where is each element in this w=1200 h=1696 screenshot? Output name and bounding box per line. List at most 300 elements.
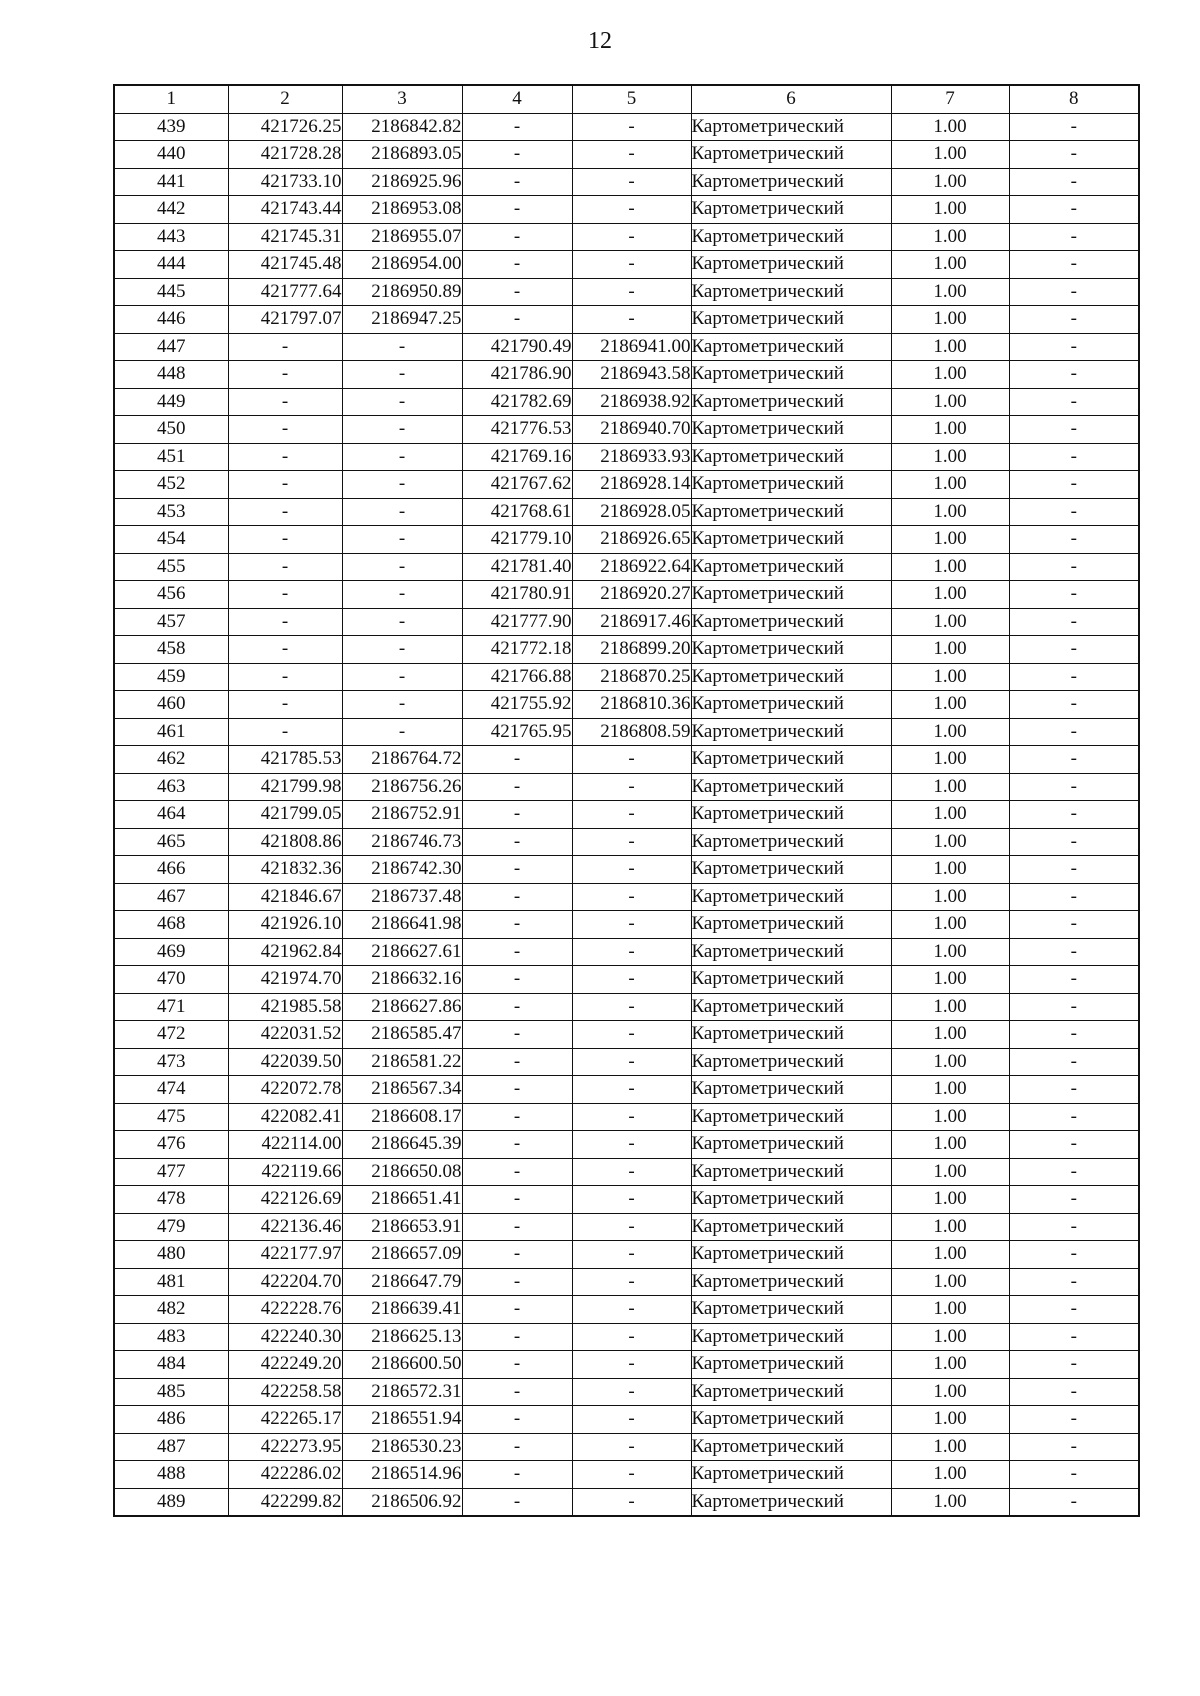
- new-coord-y-cell: -: [572, 1488, 691, 1516]
- new-coord-x-cell: -: [462, 828, 572, 856]
- coord-x-cell: 422114.00: [228, 1131, 342, 1159]
- point-number-cell: 458: [114, 636, 228, 664]
- coord-y-cell: 2186653.91: [342, 1213, 462, 1241]
- method-cell: Картометрический: [691, 581, 891, 609]
- accuracy-cell: 1.00: [891, 498, 1009, 526]
- table-row: [114, 911, 1139, 939]
- accuracy-cell: 1.00: [891, 1268, 1009, 1296]
- accuracy-cell: 1.00: [891, 1213, 1009, 1241]
- table-row: [114, 1351, 1139, 1379]
- method-cell: Картометрический: [691, 526, 891, 554]
- method-cell: Картометрический: [691, 1048, 891, 1076]
- new-coord-x-cell: -: [462, 1351, 572, 1379]
- new-coord-y-cell: -: [572, 1076, 691, 1104]
- new-coord-y-cell: -: [572, 1296, 691, 1324]
- point-number-cell: 473: [114, 1048, 228, 1076]
- coord-x-cell: 421926.10: [228, 911, 342, 939]
- page-number: 12: [588, 28, 612, 54]
- description-cell: -: [1009, 1323, 1139, 1351]
- table-row: [114, 966, 1139, 994]
- method-cell: Картометрический: [691, 1433, 891, 1461]
- accuracy-cell: 1.00: [891, 828, 1009, 856]
- coord-y-cell: 2186581.22: [342, 1048, 462, 1076]
- table-row: [114, 1021, 1139, 1049]
- new-coord-y-cell: -: [572, 746, 691, 774]
- point-number-cell: 445: [114, 278, 228, 306]
- point-number-cell: 443: [114, 223, 228, 251]
- column-header: 2: [228, 85, 342, 113]
- new-coord-x-cell: -: [462, 1488, 572, 1516]
- new-coord-x-cell: -: [462, 1268, 572, 1296]
- new-coord-y-cell: -: [572, 168, 691, 196]
- new-coord-x-cell: -: [462, 1241, 572, 1269]
- method-cell: Картометрический: [691, 1131, 891, 1159]
- new-coord-x-cell: -: [462, 223, 572, 251]
- description-cell: -: [1009, 388, 1139, 416]
- method-cell: Картометрический: [691, 608, 891, 636]
- coord-x-cell: 421985.58: [228, 993, 342, 1021]
- new-coord-y-cell: -: [572, 883, 691, 911]
- coord-x-cell: -: [228, 608, 342, 636]
- point-number-cell: 446: [114, 306, 228, 334]
- coord-y-cell: -: [342, 333, 462, 361]
- table-row: [114, 553, 1139, 581]
- coord-y-cell: 2186742.30: [342, 856, 462, 884]
- point-number-cell: 440: [114, 141, 228, 169]
- new-coord-y-cell: 2186922.64: [572, 553, 691, 581]
- description-cell: -: [1009, 966, 1139, 994]
- point-number-cell: 448: [114, 361, 228, 389]
- coord-y-cell: 2186639.41: [342, 1296, 462, 1324]
- table-row: [114, 1323, 1139, 1351]
- coord-y-cell: 2186567.34: [342, 1076, 462, 1104]
- coord-x-cell: 422249.20: [228, 1351, 342, 1379]
- coord-x-cell: -: [228, 581, 342, 609]
- coord-y-cell: 2186627.86: [342, 993, 462, 1021]
- new-coord-x-cell: -: [462, 856, 572, 884]
- table-row: [114, 333, 1139, 361]
- method-cell: Картометрический: [691, 911, 891, 939]
- coord-y-cell: 2186551.94: [342, 1406, 462, 1434]
- method-cell: Картометрический: [691, 1213, 891, 1241]
- method-cell: Картометрический: [691, 1103, 891, 1131]
- table-row: [114, 1103, 1139, 1131]
- point-number-cell: 441: [114, 168, 228, 196]
- coord-x-cell: 421962.84: [228, 938, 342, 966]
- coord-y-cell: 2186947.25: [342, 306, 462, 334]
- table-row: [114, 1433, 1139, 1461]
- method-cell: Картометрический: [691, 966, 891, 994]
- point-number-cell: 477: [114, 1158, 228, 1186]
- accuracy-cell: 1.00: [891, 306, 1009, 334]
- table-row: [114, 1158, 1139, 1186]
- description-cell: -: [1009, 911, 1139, 939]
- table-row: [114, 746, 1139, 774]
- coord-y-cell: -: [342, 608, 462, 636]
- new-coord-x-cell: 421765.95: [462, 718, 572, 746]
- coord-y-cell: -: [342, 526, 462, 554]
- new-coord-x-cell: -: [462, 196, 572, 224]
- coord-x-cell: 422072.78: [228, 1076, 342, 1104]
- accuracy-cell: 1.00: [891, 1158, 1009, 1186]
- new-coord-x-cell: 421780.91: [462, 581, 572, 609]
- table-row: [114, 526, 1139, 554]
- new-coord-x-cell: 421766.88: [462, 663, 572, 691]
- new-coord-y-cell: 2186899.20: [572, 636, 691, 664]
- point-number-cell: 482: [114, 1296, 228, 1324]
- coord-x-cell: 421785.53: [228, 746, 342, 774]
- table-row: [114, 608, 1139, 636]
- coord-y-cell: 2186514.96: [342, 1461, 462, 1489]
- new-coord-x-cell: -: [462, 1021, 572, 1049]
- description-cell: -: [1009, 498, 1139, 526]
- description-cell: -: [1009, 691, 1139, 719]
- coord-x-cell: -: [228, 361, 342, 389]
- method-cell: Картометрический: [691, 141, 891, 169]
- table-row: [114, 1048, 1139, 1076]
- accuracy-cell: 1.00: [891, 1296, 1009, 1324]
- point-number-cell: 450: [114, 416, 228, 444]
- coord-y-cell: 2186746.73: [342, 828, 462, 856]
- coord-x-cell: 421799.05: [228, 801, 342, 829]
- new-coord-x-cell: 421777.90: [462, 608, 572, 636]
- method-cell: Картометрический: [691, 333, 891, 361]
- description-cell: -: [1009, 1021, 1139, 1049]
- method-cell: Картометрический: [691, 1158, 891, 1186]
- description-cell: -: [1009, 581, 1139, 609]
- coord-x-cell: 421726.25: [228, 113, 342, 141]
- new-coord-y-cell: -: [572, 1158, 691, 1186]
- point-number-cell: 483: [114, 1323, 228, 1351]
- accuracy-cell: 1.00: [891, 388, 1009, 416]
- point-number-cell: 488: [114, 1461, 228, 1489]
- point-number-cell: 452: [114, 471, 228, 499]
- new-coord-y-cell: 2186928.05: [572, 498, 691, 526]
- coord-y-cell: 2186506.92: [342, 1488, 462, 1516]
- accuracy-cell: 1.00: [891, 168, 1009, 196]
- new-coord-y-cell: -: [572, 223, 691, 251]
- point-number-cell: 479: [114, 1213, 228, 1241]
- point-number-cell: 468: [114, 911, 228, 939]
- point-number-cell: 453: [114, 498, 228, 526]
- point-number-cell: 476: [114, 1131, 228, 1159]
- new-coord-y-cell: -: [572, 1406, 691, 1434]
- coord-y-cell: 2186657.09: [342, 1241, 462, 1269]
- method-cell: Картометрический: [691, 443, 891, 471]
- accuracy-cell: 1.00: [891, 1131, 1009, 1159]
- new-coord-x-cell: 421781.40: [462, 553, 572, 581]
- description-cell: -: [1009, 251, 1139, 279]
- table-row: [114, 1406, 1139, 1434]
- description-cell: -: [1009, 1158, 1139, 1186]
- new-coord-x-cell: -: [462, 966, 572, 994]
- description-cell: -: [1009, 1131, 1139, 1159]
- new-coord-x-cell: -: [462, 141, 572, 169]
- description-cell: -: [1009, 856, 1139, 884]
- coord-y-cell: -: [342, 388, 462, 416]
- point-number-cell: 462: [114, 746, 228, 774]
- method-cell: Картометрический: [691, 746, 891, 774]
- accuracy-cell: 1.00: [891, 223, 1009, 251]
- accuracy-cell: 1.00: [891, 1378, 1009, 1406]
- coord-x-cell: -: [228, 718, 342, 746]
- point-number-cell: 469: [114, 938, 228, 966]
- new-coord-x-cell: 421769.16: [462, 443, 572, 471]
- new-coord-y-cell: -: [572, 938, 691, 966]
- table-row: [114, 416, 1139, 444]
- description-cell: -: [1009, 746, 1139, 774]
- new-coord-y-cell: -: [572, 1323, 691, 1351]
- coord-x-cell: 422273.95: [228, 1433, 342, 1461]
- coord-y-cell: 2186632.16: [342, 966, 462, 994]
- coord-x-cell: -: [228, 526, 342, 554]
- description-cell: -: [1009, 141, 1139, 169]
- coord-x-cell: 421743.44: [228, 196, 342, 224]
- method-cell: Картометрический: [691, 1076, 891, 1104]
- description-cell: -: [1009, 196, 1139, 224]
- new-coord-x-cell: 421779.10: [462, 526, 572, 554]
- new-coord-y-cell: -: [572, 1021, 691, 1049]
- point-number-cell: 454: [114, 526, 228, 554]
- new-coord-x-cell: -: [462, 1296, 572, 1324]
- new-coord-x-cell: -: [462, 746, 572, 774]
- table-row: [114, 856, 1139, 884]
- accuracy-cell: 1.00: [891, 443, 1009, 471]
- new-coord-y-cell: -: [572, 1103, 691, 1131]
- method-cell: Картометрический: [691, 856, 891, 884]
- method-cell: Картометрический: [691, 1268, 891, 1296]
- accuracy-cell: 1.00: [891, 196, 1009, 224]
- point-number-cell: 444: [114, 251, 228, 279]
- point-number-cell: 475: [114, 1103, 228, 1131]
- description-cell: -: [1009, 1378, 1139, 1406]
- table-row: [114, 251, 1139, 279]
- new-coord-x-cell: -: [462, 1186, 572, 1214]
- new-coord-y-cell: 2186926.65: [572, 526, 691, 554]
- point-number-cell: 459: [114, 663, 228, 691]
- method-cell: Картометрический: [691, 498, 891, 526]
- coord-x-cell: 422240.30: [228, 1323, 342, 1351]
- new-coord-y-cell: -: [572, 801, 691, 829]
- accuracy-cell: 1.00: [891, 1406, 1009, 1434]
- method-cell: Картометрический: [691, 361, 891, 389]
- description-cell: -: [1009, 306, 1139, 334]
- new-coord-x-cell: -: [462, 1323, 572, 1351]
- accuracy-cell: 1.00: [891, 746, 1009, 774]
- accuracy-cell: 1.00: [891, 278, 1009, 306]
- table-row: [114, 938, 1139, 966]
- description-cell: -: [1009, 168, 1139, 196]
- description-cell: -: [1009, 993, 1139, 1021]
- new-coord-y-cell: 2186940.70: [572, 416, 691, 444]
- new-coord-y-cell: 2186943.58: [572, 361, 691, 389]
- point-number-cell: 472: [114, 1021, 228, 1049]
- new-coord-x-cell: -: [462, 1461, 572, 1489]
- point-number-cell: 485: [114, 1378, 228, 1406]
- description-cell: -: [1009, 361, 1139, 389]
- description-cell: -: [1009, 526, 1139, 554]
- description-cell: -: [1009, 773, 1139, 801]
- accuracy-cell: 1.00: [891, 1186, 1009, 1214]
- new-coord-x-cell: -: [462, 306, 572, 334]
- point-number-cell: 466: [114, 856, 228, 884]
- accuracy-cell: 1.00: [891, 636, 1009, 664]
- new-coord-y-cell: -: [572, 1378, 691, 1406]
- coord-y-cell: 2186737.48: [342, 883, 462, 911]
- table-row: [114, 581, 1139, 609]
- point-number-cell: 461: [114, 718, 228, 746]
- new-coord-y-cell: -: [572, 196, 691, 224]
- new-coord-y-cell: -: [572, 828, 691, 856]
- coord-x-cell: 421728.28: [228, 141, 342, 169]
- accuracy-cell: 1.00: [891, 471, 1009, 499]
- table-row: [114, 1268, 1139, 1296]
- accuracy-cell: 1.00: [891, 993, 1009, 1021]
- table-row: [114, 306, 1139, 334]
- accuracy-cell: 1.00: [891, 553, 1009, 581]
- new-coord-y-cell: -: [572, 993, 691, 1021]
- table-row: [114, 1378, 1139, 1406]
- coord-y-cell: 2186953.08: [342, 196, 462, 224]
- point-number-cell: 442: [114, 196, 228, 224]
- coord-x-cell: 422126.69: [228, 1186, 342, 1214]
- new-coord-x-cell: 421755.92: [462, 691, 572, 719]
- new-coord-y-cell: 2186810.36: [572, 691, 691, 719]
- coord-y-cell: 2186756.26: [342, 773, 462, 801]
- coord-x-cell: -: [228, 471, 342, 499]
- coord-x-cell: 421777.64: [228, 278, 342, 306]
- description-cell: -: [1009, 278, 1139, 306]
- coord-x-cell: 422258.58: [228, 1378, 342, 1406]
- coord-x-cell: -: [228, 553, 342, 581]
- new-coord-y-cell: -: [572, 1268, 691, 1296]
- table-header-row: [114, 85, 1139, 113]
- coord-y-cell: 2186600.50: [342, 1351, 462, 1379]
- coord-x-cell: -: [228, 416, 342, 444]
- coord-y-cell: 2186752.91: [342, 801, 462, 829]
- new-coord-y-cell: -: [572, 251, 691, 279]
- new-coord-y-cell: 2186928.14: [572, 471, 691, 499]
- method-cell: Картометрический: [691, 663, 891, 691]
- description-cell: -: [1009, 1048, 1139, 1076]
- new-coord-x-cell: -: [462, 801, 572, 829]
- accuracy-cell: 1.00: [891, 113, 1009, 141]
- accuracy-cell: 1.00: [891, 1461, 1009, 1489]
- coord-y-cell: 2186950.89: [342, 278, 462, 306]
- description-cell: -: [1009, 1461, 1139, 1489]
- table-row: [114, 471, 1139, 499]
- method-cell: Картометрический: [691, 636, 891, 664]
- method-cell: Картометрический: [691, 1186, 891, 1214]
- coord-y-cell: 2186925.96: [342, 168, 462, 196]
- accuracy-cell: 1.00: [891, 526, 1009, 554]
- coord-y-cell: 2186627.61: [342, 938, 462, 966]
- accuracy-cell: 1.00: [891, 966, 1009, 994]
- new-coord-x-cell: -: [462, 938, 572, 966]
- column-header: 3: [342, 85, 462, 113]
- point-number-cell: 481: [114, 1268, 228, 1296]
- point-number-cell: 465: [114, 828, 228, 856]
- point-number-cell: 439: [114, 113, 228, 141]
- description-cell: -: [1009, 553, 1139, 581]
- method-cell: Картометрический: [691, 553, 891, 581]
- new-coord-y-cell: -: [572, 966, 691, 994]
- coord-x-cell: 422228.76: [228, 1296, 342, 1324]
- description-cell: -: [1009, 1241, 1139, 1269]
- method-cell: Картометрический: [691, 113, 891, 141]
- new-coord-y-cell: -: [572, 1433, 691, 1461]
- coord-x-cell: 421797.07: [228, 306, 342, 334]
- table-row: [114, 1488, 1139, 1516]
- new-coord-y-cell: -: [572, 306, 691, 334]
- coordinates-table: [113, 84, 1140, 1517]
- coord-y-cell: 2186842.82: [342, 113, 462, 141]
- accuracy-cell: 1.00: [891, 1488, 1009, 1516]
- column-header: 7: [891, 85, 1009, 113]
- point-number-cell: 478: [114, 1186, 228, 1214]
- accuracy-cell: 1.00: [891, 773, 1009, 801]
- accuracy-cell: 1.00: [891, 663, 1009, 691]
- new-coord-y-cell: -: [572, 1461, 691, 1489]
- coord-y-cell: 2186608.17: [342, 1103, 462, 1131]
- new-coord-y-cell: -: [572, 113, 691, 141]
- accuracy-cell: 1.00: [891, 416, 1009, 444]
- point-number-cell: 487: [114, 1433, 228, 1461]
- new-coord-x-cell: -: [462, 1076, 572, 1104]
- new-coord-x-cell: 421790.49: [462, 333, 572, 361]
- description-cell: -: [1009, 471, 1139, 499]
- coord-x-cell: 422177.97: [228, 1241, 342, 1269]
- table-row: [114, 993, 1139, 1021]
- accuracy-cell: 1.00: [891, 361, 1009, 389]
- coord-x-cell: 421974.70: [228, 966, 342, 994]
- accuracy-cell: 1.00: [891, 251, 1009, 279]
- coord-y-cell: 2186651.41: [342, 1186, 462, 1214]
- table-row: [114, 636, 1139, 664]
- coord-y-cell: 2186647.79: [342, 1268, 462, 1296]
- coord-x-cell: -: [228, 691, 342, 719]
- coord-x-cell: 422031.52: [228, 1021, 342, 1049]
- description-cell: -: [1009, 801, 1139, 829]
- method-cell: Картометрический: [691, 828, 891, 856]
- new-coord-y-cell: 2186933.93: [572, 443, 691, 471]
- point-number-cell: 449: [114, 388, 228, 416]
- method-cell: Картометрический: [691, 1488, 891, 1516]
- new-coord-x-cell: -: [462, 251, 572, 279]
- table-row: [114, 443, 1139, 471]
- description-cell: -: [1009, 1351, 1139, 1379]
- new-coord-y-cell: 2186941.00: [572, 333, 691, 361]
- table-row: [114, 113, 1139, 141]
- new-coord-y-cell: -: [572, 1213, 691, 1241]
- table-row: [114, 883, 1139, 911]
- coord-x-cell: 422286.02: [228, 1461, 342, 1489]
- accuracy-cell: 1.00: [891, 581, 1009, 609]
- coord-y-cell: 2186650.08: [342, 1158, 462, 1186]
- description-cell: -: [1009, 1433, 1139, 1461]
- column-header: 6: [691, 85, 891, 113]
- new-coord-x-cell: 421782.69: [462, 388, 572, 416]
- new-coord-y-cell: -: [572, 1131, 691, 1159]
- new-coord-y-cell: 2186917.46: [572, 608, 691, 636]
- coord-y-cell: -: [342, 691, 462, 719]
- table-row: [114, 691, 1139, 719]
- coord-y-cell: -: [342, 553, 462, 581]
- accuracy-cell: 1.00: [891, 883, 1009, 911]
- column-header: 5: [572, 85, 691, 113]
- description-cell: -: [1009, 1268, 1139, 1296]
- coord-x-cell: 422204.70: [228, 1268, 342, 1296]
